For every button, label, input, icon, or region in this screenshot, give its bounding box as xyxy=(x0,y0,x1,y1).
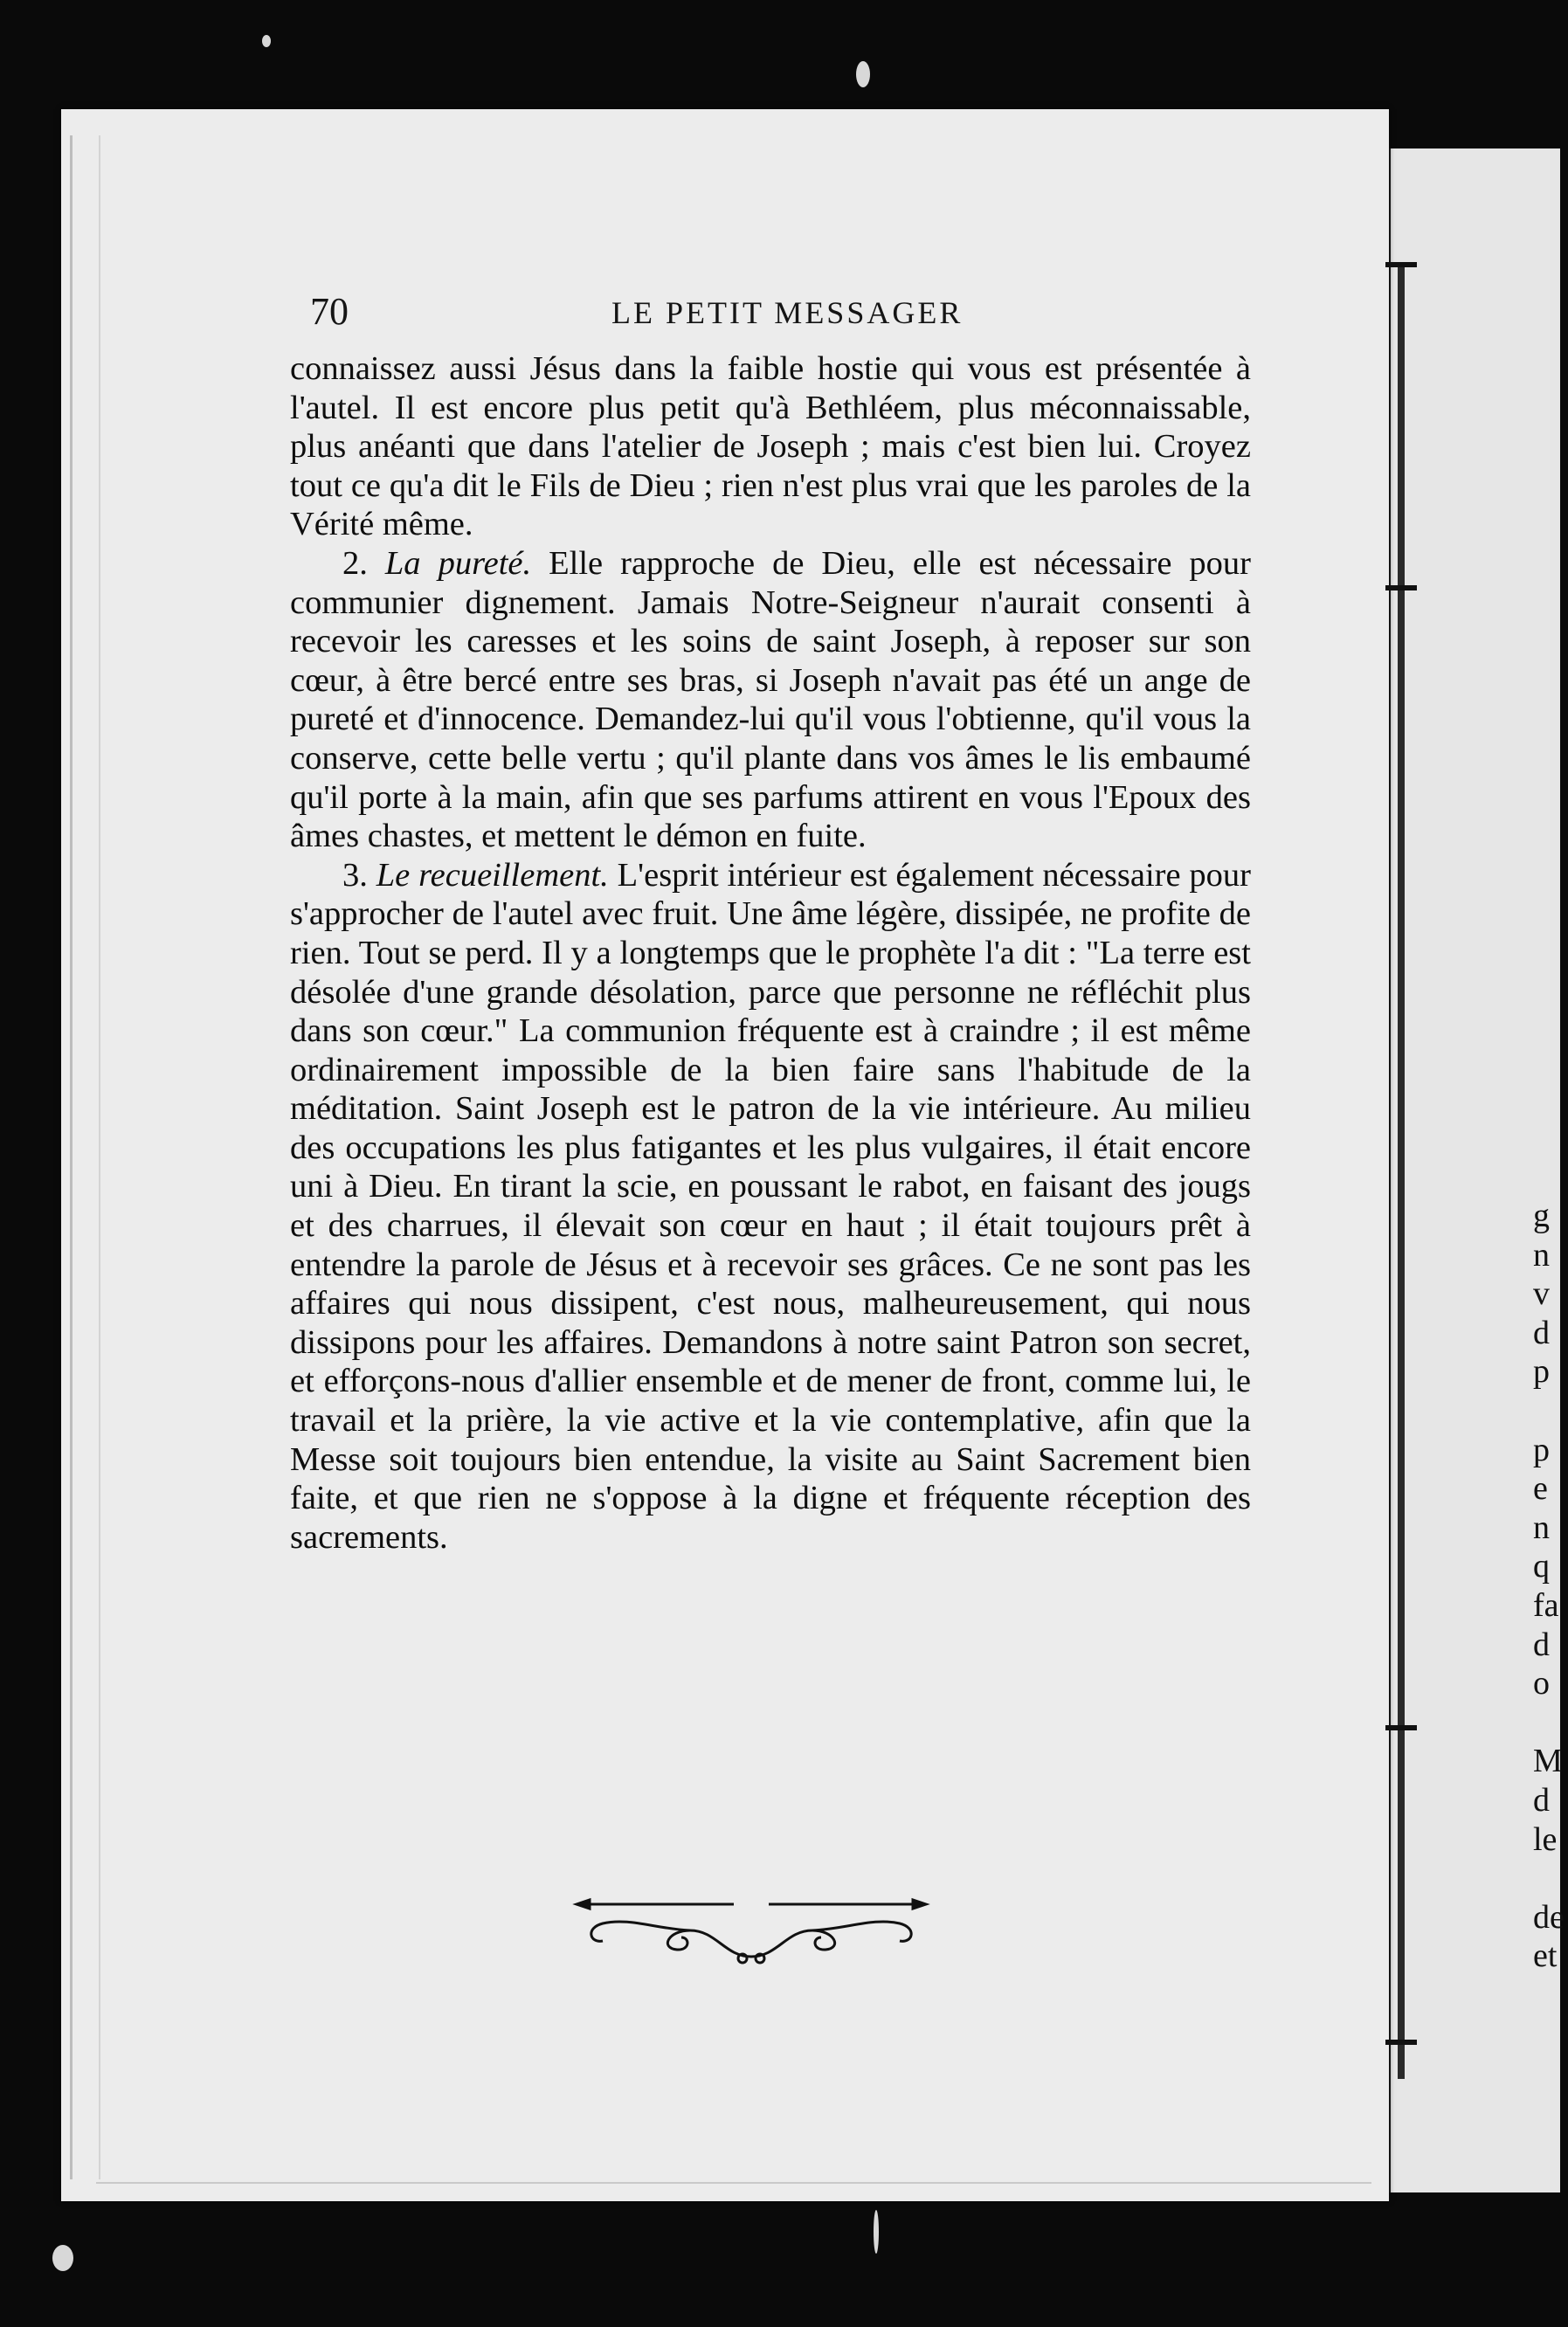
paragraph-number: 2. xyxy=(342,544,368,582)
page-edge-left xyxy=(70,135,100,2179)
facing-page-fragment: v xyxy=(1533,1275,1550,1313)
facing-page-text-fragments xyxy=(1533,1197,1568,1976)
book-binding xyxy=(1398,262,1405,2079)
facing-page-fragment: M xyxy=(1533,1743,1563,1780)
facing-page-fragment xyxy=(1533,1391,1568,1431)
facing-page-fragment: n xyxy=(1533,1236,1550,1274)
running-head-title: LE PETIT MESSAGER xyxy=(611,295,964,330)
facing-page-fragment xyxy=(1533,1859,1568,1898)
paragraph-text: connaissez aussi Jésus dans la faible hostie qui vous est présentée à l'autel. Il est encore plus petit qu'à Bethléem, plus méconnaissable, plus anéanti que dans l'atelier de Joseph ; mais c'est bien lui. Croyez tout ce qu'a dit le Fils de Dieu ; rien n'est plus vrai que les paroles de la Vérité même. xyxy=(290,350,1251,543)
facing-page-fragment: p xyxy=(1533,1353,1550,1391)
facing-page-fragment: e xyxy=(1533,1470,1548,1508)
body-text xyxy=(290,349,1251,1557)
facing-page-fragment: g xyxy=(1533,1198,1550,1234)
facing-page-fragment: fa xyxy=(1533,1586,1559,1624)
facing-page-fragment: d xyxy=(1533,1781,1550,1819)
paragraph-continued xyxy=(290,349,1251,544)
facing-page-fragment: d xyxy=(1533,1314,1550,1351)
facing-page-fragment: p xyxy=(1533,1431,1550,1468)
facing-page-fragment: o xyxy=(1533,1665,1550,1702)
paragraph-text: L'esprit intérieur est également nécessaire pour s'approcher de l'autel avec fruit. Une âme légère, dissipée, ne profite de rien. Tout se perd. Il y a longtemps que le prophète l'a dit : "La terre est désolée d'une grande désolation, parce que personne ne réfléchit plus dans son cœur." La communion fréquente est à craindre ; il est même ordinairement impossible de la bien faire sans l'habitude de la méditation. Saint Joseph est le patron de la vie intérieure. Au milieu des occupations les plus fatigantes et les plus vulgaires, il était encore uni à Dieu. En tirant la scie, en poussant le rabot, en faisant des jougs et des charrues, il élevait son cœur en haut ; il était toujours prêt à entendre la parole de Jésus et à recevoir ses grâces. Ce ne sont pas les affaires qui nous dissipent, c'est nous, malheureusement, qui nous dissipons pour les affaires. Demandons à notre saint Patron son secret, et efforçons-nous d'allier ensemble et de mener de front, comme lui, le travail et la prière, la vie active et la vie contemplative, afin que la Messe soit toujours bien entendue, la visite au Saint Sacrement bien faite, et que rien ne s'oppose à la digne et fréquente réception des sacrements. xyxy=(290,856,1252,1556)
page-edge-bottom xyxy=(96,2182,1371,2201)
page-number: 70 xyxy=(310,290,349,333)
facing-page-fragment: q xyxy=(1533,1548,1550,1585)
facing-page-fragment xyxy=(1533,1703,1568,1743)
paragraph-heading: La pureté. xyxy=(384,544,532,582)
paragraph-text: Elle rapproche de Dieu, elle est nécessaire pour communier dignement. Jamais Notre-Seigneur n'aurait consenti à recevoir les caresses et les soins de saint Joseph, à reposer sur son cœur, à être bercé entre ses bras, si Joseph n'avait pas été un ange de pureté et d'innocence. Demandez-lui qu'il vous l'obtienne, qu'il vous la conserve, cette belle vertu ; qu'il plante dans vos âmes le lis embaumé qu'il porte à la main, afin que ses parfums attirent en vous l'Epoux des âmes chastes, et mettent le démon en fuite. xyxy=(290,544,1252,855)
paragraph-heading: Le recueillement. xyxy=(376,856,609,894)
paragraph-number: 3. xyxy=(342,856,368,894)
facing-page-fragment: le xyxy=(1533,1820,1558,1858)
facing-page-fragment: et xyxy=(1533,1937,1558,1975)
scroll-flourish-icon xyxy=(568,1895,935,1965)
facing-page-fragment: de xyxy=(1533,1898,1565,1936)
facing-page-fragment: n xyxy=(1533,1509,1550,1546)
facing-page-fragment: d xyxy=(1533,1626,1550,1663)
paragraph-recollection xyxy=(290,856,1251,1557)
running-head xyxy=(310,290,1254,338)
paragraph-purity xyxy=(290,544,1251,856)
